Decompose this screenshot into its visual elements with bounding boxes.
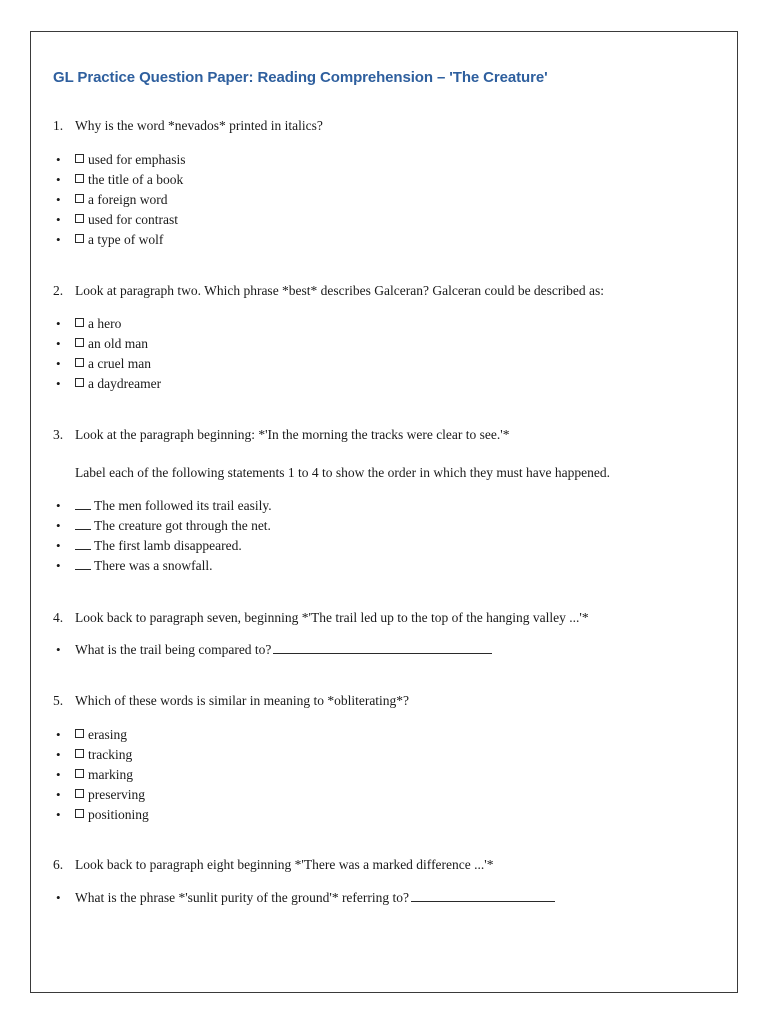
option-item[interactable] xyxy=(53,230,185,250)
option-item[interactable] xyxy=(53,190,185,210)
question-text: Look back to paragraph eight beginning *'There was a marked difference ...'* xyxy=(75,857,494,872)
bullet-icon: • xyxy=(56,642,61,657)
question-number: 6. xyxy=(53,857,64,872)
statement-item[interactable] xyxy=(53,556,272,576)
checkbox-icon[interactable] xyxy=(75,318,84,327)
prompt-label: What is the trail being compared to? xyxy=(75,642,272,657)
question-6-prompt xyxy=(53,888,555,908)
option-label: a hero xyxy=(88,316,122,331)
order-blank[interactable] xyxy=(75,498,91,510)
option-label: used for emphasis xyxy=(88,152,186,167)
option-label: a foreign word xyxy=(88,192,168,207)
order-blank[interactable] xyxy=(75,538,91,550)
question-5 xyxy=(53,692,409,710)
bullet-icon: • xyxy=(56,558,61,573)
question-4 xyxy=(53,609,589,627)
order-blank[interactable] xyxy=(75,518,91,530)
checkbox-icon[interactable] xyxy=(75,769,84,778)
bullet-icon: • xyxy=(56,787,61,802)
option-label: a daydreamer xyxy=(88,376,162,391)
option-item[interactable] xyxy=(53,210,185,230)
statement-label: The men followed its trail easily. xyxy=(94,498,272,513)
bullet-icon: • xyxy=(56,192,61,207)
statement-item[interactable] xyxy=(53,536,272,556)
checkbox-icon[interactable] xyxy=(75,214,84,223)
option-label: erasing xyxy=(88,727,127,742)
question-1 xyxy=(53,117,323,135)
option-label: marking xyxy=(88,767,133,782)
checkbox-icon[interactable] xyxy=(75,338,84,347)
bullet-icon: • xyxy=(56,336,61,351)
checkbox-icon[interactable] xyxy=(75,174,84,183)
question-text: Look back to paragraph seven, beginning *'The trail led up to the top of the hanging valley ...'* xyxy=(75,610,589,625)
bullet-icon: • xyxy=(56,538,61,553)
question-5-options xyxy=(53,725,149,825)
checkbox-icon[interactable] xyxy=(75,378,84,387)
bullet-icon: • xyxy=(56,152,61,167)
question-text: Which of these words is similar in meaning to *obliterating*? xyxy=(75,693,410,708)
statement-label: The creature got through the net. xyxy=(94,518,271,533)
question-text: Look at the paragraph beginning: *'In the morning the tracks were clear to see.'* xyxy=(75,427,510,442)
question-2 xyxy=(53,282,604,300)
checkbox-icon[interactable] xyxy=(75,809,84,818)
bullet-icon: • xyxy=(56,498,61,513)
question-3 xyxy=(53,426,509,444)
question-3-statements xyxy=(53,496,272,576)
option-item[interactable] xyxy=(53,374,161,394)
checkbox-icon[interactable] xyxy=(75,154,84,163)
bullet-icon: • xyxy=(56,356,61,371)
bullet-icon: • xyxy=(56,727,61,742)
bullet-icon: • xyxy=(56,518,61,533)
question-number: 5. xyxy=(53,693,64,708)
question-4-prompt xyxy=(53,640,492,660)
document-title: GL Practice Question Paper: Reading Comprehension – 'The Creature' xyxy=(53,69,548,86)
checkbox-icon[interactable] xyxy=(75,194,84,203)
prompt-label: What is the phrase *'sunlit purity of the ground'* referring to? xyxy=(75,890,410,905)
option-label: preserving xyxy=(88,787,145,802)
option-label: used for contrast xyxy=(88,212,178,227)
bullet-icon: • xyxy=(56,767,61,782)
option-item[interactable] xyxy=(53,354,161,374)
question-number: 4. xyxy=(53,610,64,625)
checkbox-icon[interactable] xyxy=(75,789,84,798)
option-item[interactable] xyxy=(53,785,149,805)
answer-blank[interactable] xyxy=(273,642,492,654)
answer-blank[interactable] xyxy=(411,890,555,902)
bullet-icon: • xyxy=(56,376,61,391)
statement-item[interactable] xyxy=(53,496,272,516)
bullet-icon: • xyxy=(56,172,61,187)
bullet-icon: • xyxy=(56,316,61,331)
checkbox-icon[interactable] xyxy=(75,234,84,243)
bullet-icon: • xyxy=(56,747,61,762)
checkbox-icon[interactable] xyxy=(75,729,84,738)
option-label: tracking xyxy=(88,747,133,762)
statement-label: The first lamb disappeared. xyxy=(94,538,242,553)
option-item[interactable] xyxy=(53,725,149,745)
question-text: Look at paragraph two. Which phrase *best* describes Galceran? Galceran could be described as: xyxy=(75,283,605,298)
question-3-instruction: Label each of the following statements 1 to 4 to show the order in which they must have happened. xyxy=(75,465,610,480)
prompt-item xyxy=(53,888,555,908)
question-6 xyxy=(53,856,493,874)
option-item[interactable] xyxy=(53,170,185,190)
question-number: 2. xyxy=(53,283,64,298)
order-blank[interactable] xyxy=(75,558,91,570)
bullet-icon: • xyxy=(56,212,61,227)
option-item[interactable] xyxy=(53,334,161,354)
question-number: 3. xyxy=(53,427,64,442)
checkbox-icon[interactable] xyxy=(75,749,84,758)
option-item[interactable] xyxy=(53,765,149,785)
option-label: an old man xyxy=(88,336,148,351)
option-label: positioning xyxy=(88,807,149,822)
prompt-item xyxy=(53,640,492,660)
bullet-icon: • xyxy=(56,807,61,822)
option-item[interactable] xyxy=(53,150,185,170)
checkbox-icon[interactable] xyxy=(75,358,84,367)
question-2-options xyxy=(53,314,161,394)
statement-label: There was a snowfall. xyxy=(94,558,213,573)
bullet-icon: • xyxy=(56,232,61,247)
question-number: 1. xyxy=(53,118,64,133)
option-label: a type of wolf xyxy=(88,232,164,247)
question-1-options xyxy=(53,150,185,250)
option-item[interactable] xyxy=(53,745,149,765)
option-label: a cruel man xyxy=(88,356,151,371)
option-item[interactable] xyxy=(53,314,161,334)
question-text: Why is the word *nevados* printed in italics? xyxy=(75,118,323,133)
option-item[interactable] xyxy=(53,805,149,825)
bullet-icon: • xyxy=(56,890,61,905)
option-label: the title of a book xyxy=(88,172,184,187)
statement-item[interactable] xyxy=(53,516,272,536)
